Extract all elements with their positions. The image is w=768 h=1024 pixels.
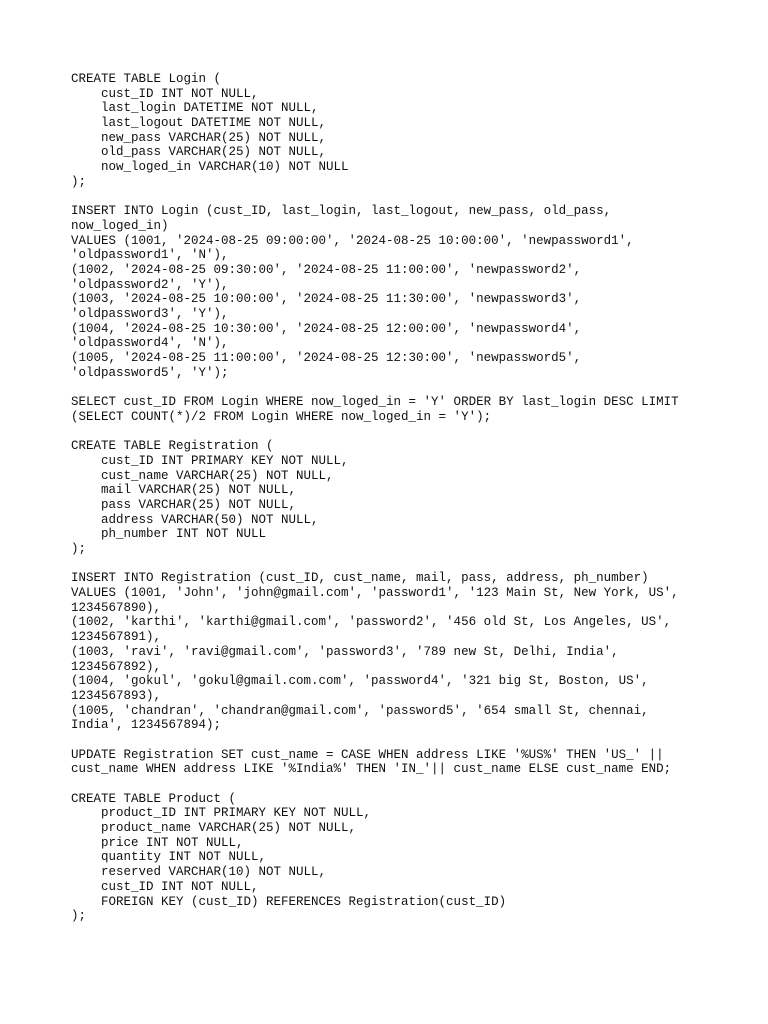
- code-line: UPDATE Registration SET cust_name = CASE WHEN address LIKE '%US%' THEN 'US_' ||: [71, 747, 664, 762]
- code-line: pass VARCHAR(25) NOT NULL,: [71, 497, 297, 512]
- code-line: quantity INT NOT NULL,: [71, 850, 267, 865]
- code-line: price INT NOT NULL,: [71, 835, 244, 850]
- code-line: last_login DATETIME NOT NULL,: [71, 101, 319, 116]
- code-line: [71, 733, 751, 748]
- code-line: (1003, 'ravi', 'ravi@gmail.com', 'password3', '789 new St, Delhi, India',: [71, 644, 619, 659]
- code-line: cust_ID INT NOT NULL,: [71, 86, 259, 101]
- code-line: last_logout DATETIME NOT NULL,: [71, 116, 327, 131]
- code-line: product_ID INT PRIMARY KEY NOT NULL,: [71, 806, 372, 821]
- code-line: );: [71, 542, 87, 556]
- code-line: VALUES (1001, '2024-08-25 09:00:00', '2024-08-25 10:00:00', 'newpassword1',: [71, 233, 634, 248]
- document-page: [71, 72, 751, 924]
- code-line: 'oldpassword5', 'Y');: [71, 365, 229, 380]
- code-line: 1234567893),: [71, 688, 162, 703]
- code-line: 'oldpassword3', 'Y'),: [71, 307, 229, 321]
- code-line: 'oldpassword4', 'N'),: [71, 336, 229, 351]
- code-line: 'oldpassword1', 'N'),: [71, 248, 229, 263]
- code-line: 1234567892),: [71, 659, 162, 674]
- code-line: (1002, '2024-08-25 09:30:00', '2024-08-25 11:00:00', 'newpassword2',: [71, 262, 582, 277]
- code-line: address VARCHAR(50) NOT NULL,: [71, 512, 319, 527]
- code-line: 1234567891),: [71, 630, 162, 645]
- code-line: FOREIGN KEY (cust_ID) REFERENCES Registration(cust_ID): [71, 894, 507, 909]
- code-line: INSERT INTO Login (cust_ID, last_login, last_logout, new_pass, old_pass,: [71, 204, 612, 219]
- code-line: INSERT INTO Registration (cust_ID, cust_name, mail, pass, address, ph_number): [71, 571, 649, 586]
- code-line: );: [71, 174, 87, 189]
- code-line: (SELECT COUNT(*)/2 FROM Login WHERE now_loged_in = 'Y');: [71, 409, 492, 424]
- code-line: [71, 557, 751, 572]
- code-line: (1005, '2024-08-25 11:00:00', '2024-08-25 12:30:00', 'newpassword5',: [71, 351, 582, 366]
- code-line: (1005, 'chandran', 'chandran@gmail.com', 'password5', '654 small St, chennai,: [71, 703, 649, 718]
- code-line: cust_ID INT PRIMARY KEY NOT NULL,: [71, 453, 349, 468]
- code-line: );: [71, 909, 87, 924]
- code-line: now_loged_in VARCHAR(10) NOT NULL: [71, 160, 349, 175]
- code-line: CREATE TABLE Registration (: [71, 439, 274, 454]
- code-line: (1004, 'gokul', 'gokul@gmail.com.com', 'password4', '321 big St, Boston, US',: [71, 674, 649, 689]
- code-line: SELECT cust_ID FROM Login WHERE now_loged_in = 'Y' ORDER BY last_login DESC LIMIT: [71, 395, 679, 410]
- code-line: CREATE TABLE Login (: [71, 72, 222, 86]
- code-line: 'oldpassword2', 'Y'),: [71, 277, 229, 292]
- code-line: cust_name VARCHAR(25) NOT NULL,: [71, 468, 334, 483]
- code-line: (1004, '2024-08-25 10:30:00', '2024-08-25 12:00:00', 'newpassword4',: [71, 321, 582, 336]
- code-line: cust_ID INT NOT NULL,: [71, 879, 259, 894]
- code-line: ph_number INT NOT NULL: [71, 527, 267, 542]
- code-line: [71, 425, 751, 440]
- code-line: CREATE TABLE Product (: [71, 791, 237, 806]
- code-line: mail VARCHAR(25) NOT NULL,: [71, 483, 297, 498]
- code-line: (1003, '2024-08-25 10:00:00', '2024-08-25 11:30:00', 'newpassword3',: [71, 292, 582, 307]
- code-line: (1002, 'karthi', 'karthi@gmail.com', 'password2', '456 old St, Los Angeles, US',: [71, 615, 672, 630]
- code-line: India', 1234567894);: [71, 718, 222, 733]
- code-line: [71, 777, 751, 792]
- code-line: cust_name WHEN address LIKE '%India%' THEN 'IN_'|| cust_name ELSE cust_name END;: [71, 762, 672, 777]
- code-line: now_loged_in): [71, 218, 169, 233]
- code-line: 1234567890),: [71, 600, 162, 615]
- code-line: reserved VARCHAR(10) NOT NULL,: [71, 865, 327, 880]
- code-line: new_pass VARCHAR(25) NOT NULL,: [71, 130, 327, 145]
- code-line: old_pass VARCHAR(25) NOT NULL,: [71, 145, 327, 160]
- code-line: [71, 190, 751, 205]
- code-line: product_name VARCHAR(25) NOT NULL,: [71, 821, 357, 836]
- code-line: [71, 380, 751, 395]
- code-line: VALUES (1001, 'John', 'john@gmail.com', 'password1', '123 Main St, New York, US',: [71, 586, 679, 601]
